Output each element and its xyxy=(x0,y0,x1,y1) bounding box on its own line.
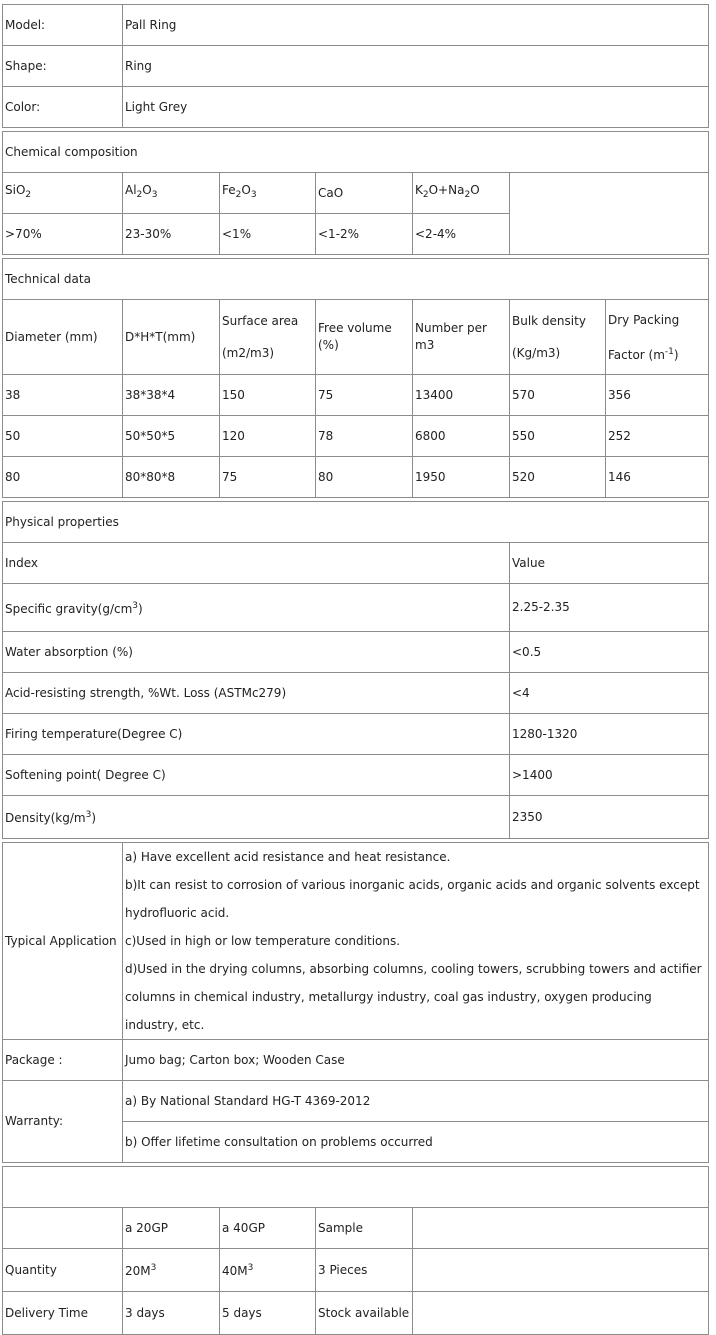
dht-header: D*H*T(mm) xyxy=(123,300,220,375)
technical-title-row xyxy=(3,259,709,300)
delivery-sample: Stock available xyxy=(316,1292,413,1335)
density-label: $Density(kg/m^3)$ xyxy=(3,796,510,839)
surface-area-header: Surface area (m2/m3) xyxy=(220,300,316,375)
density-row xyxy=(3,796,709,839)
k2o-na2o-header: $K_2O+Na_2O$ xyxy=(413,173,510,214)
cell: 38*38*4 xyxy=(123,375,220,416)
chemical-blank-cell xyxy=(510,173,709,255)
cell: 80 xyxy=(316,457,413,498)
delivery-20gp: 3 days xyxy=(123,1292,220,1335)
free-volume-header: Free volume (%) xyxy=(316,300,413,375)
physical-title: Physical properties xyxy=(3,502,709,543)
chemical-title-row xyxy=(3,132,709,173)
shipping-blank-row xyxy=(3,1167,709,1208)
al2o3-header: $Al_2O_3$ xyxy=(123,173,220,214)
package-row xyxy=(3,1040,709,1081)
cell: 120 xyxy=(220,416,316,457)
model-row xyxy=(3,5,709,46)
cell: 13400 xyxy=(413,375,510,416)
table-row xyxy=(3,375,709,416)
diameter-header: Diameter (mm) xyxy=(3,300,123,375)
spec-table xyxy=(2,4,709,1335)
table-row xyxy=(3,457,709,498)
water-absorption-value: <0.5 xyxy=(510,632,709,673)
index-header: Index xyxy=(3,543,510,584)
blank-cell xyxy=(3,1167,709,1208)
application-text: a) Have excellent acid resistance and heat resistance. b)It can resist to corrosion of various inorganic acids, organic acids and organic solvents except hydrofluoric acid. c)Used in high or low temperature conditions. d)Used in the drying columns, absorbing columns, cooling towers, scrubbing towers and actifier columns in chemical industry, metallurgy industry, coal gas industry, oxygen producing industry, etc. xyxy=(123,843,709,1040)
cell: 75 xyxy=(220,457,316,498)
20gp-header: a 20GP xyxy=(123,1208,220,1249)
shape-value: Ring xyxy=(123,46,709,87)
acid-resisting-value: <4 xyxy=(510,673,709,714)
application-label: Typical Application xyxy=(3,843,123,1040)
warranty-row-1 xyxy=(3,1081,709,1122)
shape-label: Shape: xyxy=(3,46,123,87)
warranty-item: b) Offer lifetime consultation on problems occurred xyxy=(123,1122,709,1163)
delivery-row xyxy=(3,1292,709,1335)
delivery-label: Delivery Time xyxy=(3,1292,123,1335)
cell: 38 xyxy=(3,375,123,416)
sio2-value: >70% xyxy=(3,214,123,255)
water-absorption-row xyxy=(3,632,709,673)
shipping-header-row xyxy=(3,1208,709,1249)
warranty-item: a) By National Standard HG-T 4369-2012 xyxy=(123,1081,709,1122)
chemical-title: Chemical composition xyxy=(3,132,709,173)
cell: 1950 xyxy=(413,457,510,498)
fe2o3-value: <1% xyxy=(220,214,316,255)
acid-resisting-row xyxy=(3,673,709,714)
cell: 6800 xyxy=(413,416,510,457)
cell: 80 xyxy=(3,457,123,498)
cell: 78 xyxy=(316,416,413,457)
physical-header-row xyxy=(3,543,709,584)
sample-header: Sample xyxy=(316,1208,413,1249)
softening-point-value: >1400 xyxy=(510,755,709,796)
package-value: Jumo bag; Carton box; Wooden Case xyxy=(123,1040,709,1081)
value-header: Value xyxy=(510,543,709,584)
physical-title-row xyxy=(3,502,709,543)
table-row xyxy=(3,416,709,457)
model-value: Pall Ring xyxy=(123,5,709,46)
warranty-label: Warranty: xyxy=(3,1081,123,1163)
quantity-row xyxy=(3,1249,709,1292)
package-label: Package : xyxy=(3,1040,123,1081)
cao-value: <1-2% xyxy=(316,214,413,255)
model-label: Model: xyxy=(3,5,123,46)
cell: 50*50*5 xyxy=(123,416,220,457)
cell: 520 xyxy=(510,457,606,498)
fe2o3-header: $Fe_2O_3$ xyxy=(220,173,316,214)
specific-gravity-row xyxy=(3,584,709,632)
technical-title: Technical data xyxy=(3,259,709,300)
cell: 252 xyxy=(606,416,709,457)
acid-resisting-label: Acid-resisting strength, %Wt. Loss (ASTMc279) xyxy=(3,673,510,714)
blank-cell xyxy=(3,1208,123,1249)
quantity-label: Quantity xyxy=(3,1249,123,1292)
softening-point-row xyxy=(3,755,709,796)
sio2-header: SiO$_2$ xyxy=(3,173,123,214)
cell: 80*80*8 xyxy=(123,457,220,498)
specific-gravity-label: Specific $gravity(g/cm^3)$ xyxy=(3,584,510,632)
color-row xyxy=(3,87,709,128)
firing-temperature-row xyxy=(3,714,709,755)
blank-cell xyxy=(413,1292,709,1335)
number-per-m3-header: Number per m3 xyxy=(413,300,510,375)
blank-cell xyxy=(413,1208,709,1249)
cell: 570 xyxy=(510,375,606,416)
quantity-20gp: $20M^3$ xyxy=(123,1249,220,1292)
blank-cell xyxy=(413,1249,709,1292)
firing-temperature-label: Firing temperature(Degree C) xyxy=(3,714,510,755)
bulk-density-header: Bulk density (Kg/m3) xyxy=(510,300,606,375)
water-absorption-label: Water absorption (%) xyxy=(3,632,510,673)
color-label: Color: xyxy=(3,87,123,128)
dry-packing-header: Dry Packing Factor $(m^{-1})$ xyxy=(606,300,709,375)
cell: 50 xyxy=(3,416,123,457)
application-row xyxy=(3,843,709,1040)
softening-point-label: Softening point( Degree C) xyxy=(3,755,510,796)
40gp-header: a 40GP xyxy=(220,1208,316,1249)
density-value: 2350 xyxy=(510,796,709,839)
firing-temperature-value: 1280-1320 xyxy=(510,714,709,755)
specific-gravity-value: 2.25-2.35 xyxy=(510,584,709,632)
k2o-na2o-value: <2-4% xyxy=(413,214,510,255)
cell: 356 xyxy=(606,375,709,416)
quantity-40gp: $40M^3$ xyxy=(220,1249,316,1292)
cao-header: CaO xyxy=(316,173,413,214)
cell: 550 xyxy=(510,416,606,457)
quantity-sample: 3 Pieces xyxy=(316,1249,413,1292)
delivery-40gp: 5 days xyxy=(220,1292,316,1335)
technical-header-row xyxy=(3,300,709,375)
shape-row xyxy=(3,46,709,87)
color-value: Light Grey xyxy=(123,87,709,128)
chemical-header-row xyxy=(3,173,709,214)
cell: 146 xyxy=(606,457,709,498)
cell: 150 xyxy=(220,375,316,416)
cell: 75 xyxy=(316,375,413,416)
al2o3-value: 23-30% xyxy=(123,214,220,255)
